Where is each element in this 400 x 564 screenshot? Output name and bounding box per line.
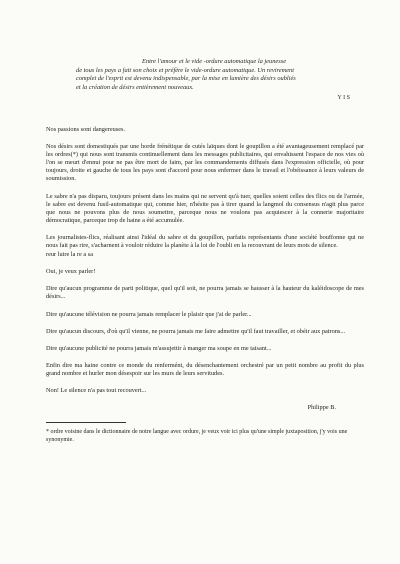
epigraph-signature: Y I S [337, 95, 350, 101]
paragraph: Dire qu'aucune télévision ne pourra jamais remplacer le plaisir que j'ai de parler... [46, 310, 252, 318]
body-text [46, 126, 364, 450]
paragraph: Nos passions sont dangereuses. [46, 126, 126, 133]
paragraph: Dire qu'aucune publicité ne pourra jamais m'assujettir à manger ma soupe en me taisant... [46, 344, 272, 352]
paragraph: Enfin dire ma haine contre ce monde du renfermént, du désenchantement orchestré par un petit nombre au profit du plus grand nombre et hurler mon désespoir sur les murs de leurs servitudes. [46, 361, 364, 377]
paragraph: Le sabre n'a pas disparu, toujours présent dans les mains qui ne servent qu'à tuer, quelles soient celles des flics ou de l'armée, le sabre est devenu fusil-automatique qui, comme hier, n'hésite pas à tirer quand la langmol du consensus n'agit plus parce que nous ne pouvons plus de nous soumettre, parceque nous ne voulons pas acquiescer à la connerie majoritaire démocratique, parceque trop de haine a été accumulée. [46, 192, 364, 224]
footnote-divider [46, 422, 126, 423]
paragraph: Oui, je veux parler! [46, 268, 96, 276]
paragraph: Nos désirs sont domestiqués par une horde frénétique de cutés laïques dont le goupillon a été avantageusement remplacé par les ordres(*) qui nous sont transmis continuellement dans les messages publicitaires, qui envahissent l'espace de nos vies où l'on se meurt d'ennui pour ne pas être mort de faim, par les commandements diffusés dans l'expression officielle, où pour toujours, droite et gauche de tous les pays sont d'accord pour nous enfermer dans le travail et l'obéissance à leurs valeurs de soumission. [46, 143, 364, 183]
paragraph: Les journalistes-flics, réalisant ainsi l'idéal du sabre et du goupillon, parfaits représentants d'une société bouffonne qui ne nous fait pas rire, s'acharnent à vouloir réduire la planète à la loi de l'oubli en la recouvrant de leurs mots de silence. [46, 233, 364, 250]
paragraph: Dire qu'aucun programme de parti politique, quel qu'il soit, ne pourra jamais se hausser à la hauteur du kaléidoscope de mes désirs... [46, 285, 364, 301]
paragraph: Dire qu'aucun discours, d'où qu'il vienne, ne pourra jamais me faire admettre qu'il faut travailler, et obéir aux patrons... [46, 327, 346, 335]
footnote: * ordre voisine dans le dictionnaire de notre langue avec ordure, je veux voir ici plus qu'une simple juxtaposition, j'y vois une synonymie. [46, 429, 348, 443]
author-signature: Philippe B. [307, 404, 336, 412]
paragraph: Non! Le silence n'a pas tout recouvert... [46, 386, 147, 394]
overlapped-fragment: reur luire la re a sa [46, 251, 94, 259]
epigraph-line: de tous les pays a fait son choix et préfère le vide-ordure automatique. Un revirement [76, 66, 294, 74]
epigraph-line: complet de l'esprit est devenu indispensable, par la mise en lumière des désirs oubliés [76, 75, 296, 82]
epigraph-line: Entre l'amour et le vide -ordure automatique la jeunesse [142, 58, 287, 65]
epigraph-line: et la création de désirs entièrement nouveaux. [76, 83, 194, 91]
epigraph [76, 58, 368, 103]
